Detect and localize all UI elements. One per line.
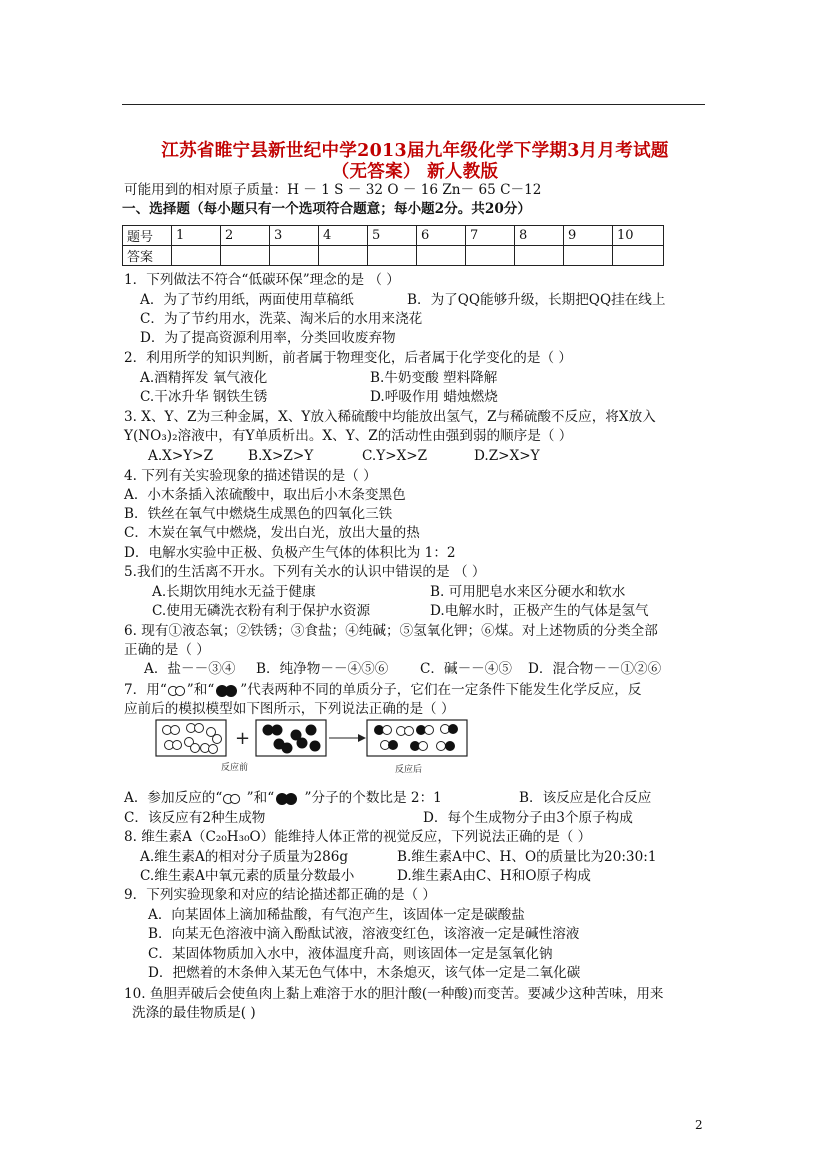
answer-cell[interactable] (368, 246, 417, 266)
q8-option-b: B.维生素A中C、H、O的质量比为20:30:1 (397, 849, 657, 865)
arrow-head-icon (358, 734, 366, 742)
question-10-line1: 10. 鱼胆弄破后会使鱼肉上黏上难溶于水的胆汁酸(一种酸)而变苦。要减少这种苦味，用来 (124, 986, 664, 1002)
q9-option-a: A．向某固体上滴加稀盐酸，有气泡产生，该固体一定是碳酸盐 (148, 907, 525, 923)
q7-option-a-text: A．参加反应的“ (124, 790, 223, 806)
q4-option-a: A．小木条插入浓硫酸中，取出后小木条变黑色 (124, 487, 406, 503)
answer-table (122, 225, 664, 266)
q7-text: 7．用“ (124, 682, 167, 698)
table-cell: 1 (172, 226, 221, 246)
table-cell: 2 (221, 226, 270, 246)
q7-text: ”和“ (186, 682, 215, 698)
question-10-line2: 洗涤的最佳物质是( ) (132, 1005, 256, 1021)
question-3-line2: Y(NO₃)₂溶液中，有Y单质析出。X、Y、Z的活动性由强到弱的顺序是（ ） (124, 428, 573, 444)
table-cell: 7 (466, 226, 515, 246)
answer-cell[interactable] (221, 246, 270, 266)
q9-option-d: D．把燃着的木条伸入某无色气体中，木条熄灭，该气体一定是二氧化碳 (148, 965, 581, 981)
atomic-masses: 可能用到的相对原子质量：H － 1 S － 32 O － 16 Zn－ 65 C－12 (124, 182, 542, 198)
question-1-stem: 1．下列做法不符合“低碳环保”理念的是 （ ） (124, 272, 400, 288)
white-molecule-icon (167, 685, 187, 697)
table-cell: 9 (564, 226, 613, 246)
q8-option-c: C.维生素A中氧元素的质量分数最小 (140, 868, 355, 884)
black-molecule-icon (274, 792, 300, 806)
q1-option-c: C．为了节约用水，洗菜、淘米后的水用来浇花 (140, 311, 423, 327)
table-row (123, 246, 664, 266)
q6-option-b: B．纯净物－－④⑤⑥ (256, 661, 389, 677)
q1-option-d: D．为了提高资源利用率，分类回收废弃物 (140, 330, 396, 346)
q9-option-b: B．向某无色溶液中滴入酚酞试液，溶液变红色，该溶液一定是碱性溶液 (148, 926, 580, 942)
q8-option-d: D.维生素A由C、H和O原子构成 (397, 868, 591, 884)
plus-icon: + (235, 728, 251, 749)
section-heading: 一、选择题（每小题只有一个选项符合题意；每小题2分。共20分） (122, 201, 531, 217)
answer-cell[interactable] (319, 246, 368, 266)
q4-option-c: C．木炭在氧气中燃烧，发出白光，放出大量的热 (124, 525, 420, 541)
table-cell: 题号 (123, 226, 172, 246)
table-cell: 答案 (123, 246, 172, 266)
q2-option-c: C.干冰升华 钢铁生锈 (140, 389, 268, 405)
label-after: 反应后 (395, 765, 423, 775)
q6-option-c: C．碱－－④⑤ (420, 661, 512, 677)
black-molecule-icon (214, 684, 240, 698)
answer-cell[interactable] (172, 246, 221, 266)
q7-option-a (124, 789, 442, 807)
q3-option-b: B.X>Z>Y (248, 448, 314, 464)
page-number: 2 (695, 1118, 703, 1132)
q4-option-d: D．电解水实验中正极、负极产生气体的体积比为 1：2 (124, 545, 456, 561)
q6-option-d: D．混合物－－①②⑥ (528, 661, 662, 677)
question-8-stem: 8. 维生素A（C₂₀H₃₀O）能维持人体正常的视觉反应，下列说法正确的是（ ） (124, 829, 592, 845)
page-subtitle: （无答案） 新人教版 (331, 162, 499, 182)
table-cell: 10 (613, 226, 664, 246)
question-6-line2: 正确的是（ ） (124, 642, 210, 658)
question-6-line1: 6. 现有①液态氧；②铁锈；③食盐；④纯碱；⑤氢氧化钾；⑥煤。对上述物质的分类全部 (124, 623, 658, 639)
header-rule (122, 104, 705, 105)
table-cell: 3 (270, 226, 319, 246)
q7-option-d: D．每个生成物分子由3个原子构成 (423, 810, 633, 826)
q3-option-c: C.Y>X>Z (362, 448, 428, 464)
answer-cell[interactable] (564, 246, 613, 266)
q7-option-a-text: ”和“ (242, 790, 275, 806)
table-cell: 4 (319, 226, 368, 246)
q1-option-a: A．为了节约用纸，两面使用草稿纸 (140, 292, 354, 308)
q3-option-a: A.X>Y>Z (148, 448, 214, 464)
question-7-line1 (124, 681, 641, 699)
q8-option-a: A.维生素A的相对分子质量为286g (140, 849, 349, 865)
white-molecule-icon (222, 793, 242, 805)
question-2-stem: 2．利用所学的知识判断，前者属于物理变化，后者属于化学变化的是（ ） (124, 350, 572, 366)
q5-option-c: C.使用无磷洗衣粉有利于保护水资源 (152, 603, 371, 619)
q7-option-b: B．该反应是化合反应 (519, 790, 652, 806)
page-title: 江苏省睢宁县新世纪中学2013届九年级化学下学期3月月考试题 (161, 141, 669, 161)
answer-cell[interactable] (270, 246, 319, 266)
question-4-stem: 4. 下列有关实验现象的描述错误的是（ ） (124, 468, 377, 484)
q2-option-b: B.牛奶变酸 塑料降解 (370, 370, 498, 386)
q5-option-a: A.长期饮用纯水无益于健康 (152, 584, 316, 600)
q7-option-a-text: ”分子的个数比是 2：1 (300, 790, 442, 806)
label-before: 反应前 (221, 763, 249, 773)
q7-option-c: C．该反应有2种生成物 (124, 810, 266, 826)
q5-option-d: D.电解水时，正极产生的气体是氢气 (430, 603, 649, 619)
q5-option-b: B. 可用肥皂水来区分硬水和软水 (430, 584, 626, 600)
reaction-model-diagram (155, 718, 475, 776)
question-3-line1: 3. X、Y、Z为三种金属，X、Y放入稀硫酸中均能放出氢气，Z与稀硫酸不反应，将X放入 (124, 409, 656, 425)
table-row (123, 226, 664, 246)
table-cell: 5 (368, 226, 417, 246)
q1-option-b: B．为了QQ能够升级，长期把QQ挂在线上 (407, 292, 666, 308)
answer-cell[interactable] (466, 246, 515, 266)
q6-option-a: A．盐－－③④ (144, 661, 236, 677)
question-7-line2: 应前后的模拟模型如下图所示，下列说法正确的是（ ） (124, 701, 455, 717)
answer-cell[interactable] (613, 246, 664, 266)
answer-cell[interactable] (417, 246, 466, 266)
q2-option-a: A.酒精挥发 氧气液化 (140, 370, 268, 386)
q7-text: ”代表两种不同的单质分子，它们在一定条件下能发生化学反应，反 (240, 682, 642, 698)
table-cell: 8 (515, 226, 564, 246)
question-5-stem: 5.我们的生活离不开水。下列有关水的认识中错误的是 （ ） (124, 564, 486, 580)
question-9-stem: 9．下列实验现象和对应的结论描述都正确的是（ ） (124, 887, 437, 903)
q3-option-d: D.Z>X>Y (474, 448, 540, 464)
q2-option-d: D.呼吸作用 蜡烛燃烧 (370, 389, 498, 405)
answer-cell[interactable] (515, 246, 564, 266)
q9-option-c: C．某固体物质加入水中，液体温度升高，则该固体一定是氢氧化钠 (148, 946, 553, 962)
q4-option-b: B．铁丝在氧气中燃烧生成黑色的四氧化三铁 (124, 506, 393, 522)
table-cell: 6 (417, 226, 466, 246)
